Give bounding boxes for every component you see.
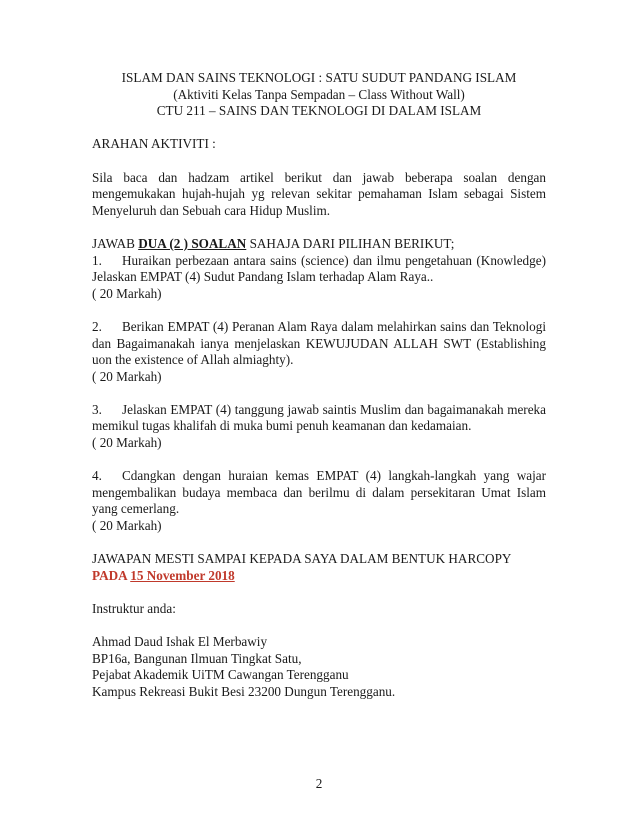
answer-rule-prefix: JAWAB [92, 235, 139, 251]
document-body [92, 70, 546, 701]
answer-rule-emphasis: DUA (2 ) SOALAN [138, 235, 247, 251]
question-text: 3. Jelaskan EMPAT (4) tanggung jawab saintis Muslim dan bagaimanakah mereka memikul tugas khalifah di muka bumi penuh keamanan dan kedamaian. [92, 401, 546, 434]
question-2 [92, 319, 546, 385]
instructor-address-line: Pejabat Akademik UiTM Cawangan Terengganu [92, 667, 349, 683]
deadline-date: 15 November 2018 [130, 567, 235, 583]
question-text: 4. Cdangkan dengan huraian kemas EMPAT (4) langkah-langkah yang wajar mengembalikan budaya membaca dan berilmu di dalam persekitaran Umat Islam yang cemerlang. [92, 468, 546, 517]
submission-instruction: JAWAPAN MESTI SAMPAI KEPADA SAYA DALAM BENTUK HARCOPY [92, 551, 512, 567]
instructor-name: Ahmad Daud Ishak El Merbawiy [92, 634, 268, 650]
title-line: ISLAM DAN SAINS TEKNOLOGI : SATU SUDUT PANDANG ISLAM [121, 70, 517, 85]
page-number: 2 [315, 776, 323, 791]
question-number: 2. [92, 318, 102, 334]
question-marks: ( 20 Markah) [92, 435, 162, 451]
answer-rule [92, 236, 546, 253]
instructor-label: Instruktur anda: [92, 601, 176, 616]
instructions-body: Sila baca dan hadzam artikel berikut dan jawab beberapa soalan dengan mengemukakan hujah-hujah yg relevan sekitar pemahaman Islam sebagai Sistem Menyeluruh dan Sebuah cara Hidup Muslim. [92, 169, 546, 218]
question-number: 1. [92, 252, 102, 268]
instructor-address-line: BP16a, Bangunan Ilmuan Tingkat Satu, [92, 650, 302, 666]
question-marks: ( 20 Markah) [92, 368, 162, 384]
question-text: 1. Huraikan perbezaan antara sains (science) dan ilmu pengetahuan (Knowledge) Jelaskan EMPAT (4) Sudut Pandang Islam terhadap Alam Raya.. [92, 252, 546, 285]
question-number: 4. [92, 468, 102, 484]
question-1 [92, 253, 546, 303]
course-line: CTU 211 – SAINS DAN TEKNOLOGI DI DALAM ISLAM [156, 103, 482, 119]
deadline-prefix: PADA [92, 567, 131, 583]
document-header [92, 70, 546, 120]
submission-deadline [92, 568, 546, 585]
subtitle-line: (Aktiviti Kelas Tanpa Sempadan – Class Without Wall) [173, 86, 465, 102]
instructions-heading: ARAHAN AKTIVITI : [92, 136, 216, 152]
question-marks: ( 20 Markah) [92, 518, 162, 534]
question-number: 3. [92, 401, 102, 417]
question-3 [92, 402, 546, 452]
question-text: 2. Berikan EMPAT (4) Peranan Alam Raya dalam melahirkan sains dan Teknologi dan Bagaimanakah ianya menjelaskan KEWUJUDAN ALLAH SWT (Establishing uon the existence of Allah almiaghty). [92, 318, 546, 368]
answer-rule-suffix: SAHAJA DARI PILIHAN BERIKUT; [246, 235, 455, 251]
question-marks: ( 20 Markah) [92, 285, 162, 301]
instructor-address-line: Kampus Rekreasi Bukit Besi 23200 Dungun Terengganu. [92, 683, 396, 699]
question-4 [92, 468, 546, 534]
